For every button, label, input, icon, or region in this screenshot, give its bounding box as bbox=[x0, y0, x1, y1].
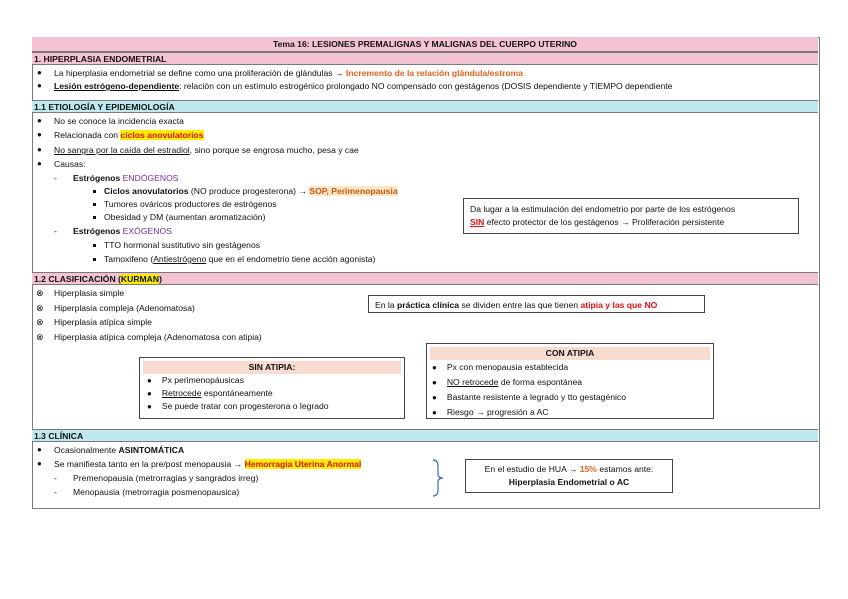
exo-item-2: Tamoxifeno (Antiestrógeno que en el endometrio tiene acción agonista) bbox=[93, 253, 375, 265]
dash-icon: - bbox=[54, 473, 57, 483]
section-1-3-header: 1.3 CLÍNICA bbox=[32, 429, 818, 442]
con-item-1: ● Px con menopausia establecida bbox=[432, 362, 569, 372]
bullet-icon: ● bbox=[37, 145, 42, 154]
s1-line-2: Lesión estrógeno-dependiente: relación con un estímulo estrogénico prolongado NO compensado con gestágenos (DOSIS dependiente y TIEMPO dependiente bbox=[54, 81, 673, 91]
endo-item-2: Tumores ováricos productores de estrógenos bbox=[93, 198, 277, 210]
s13-line-2: Se manifiesta tanto en la pre/post menopausia → Hemorragia Uterina Anormal bbox=[54, 459, 362, 469]
endogenos-label: Estrógenos ENDÓGENOS bbox=[73, 173, 179, 183]
con-atipia-head: CON ATIPIA bbox=[430, 347, 710, 360]
class-item-3: Hiperplasia atípica simple bbox=[54, 317, 152, 327]
s11-line-1: No se conoce la incidencia exacta bbox=[54, 116, 184, 126]
dash-icon: - bbox=[54, 487, 57, 497]
con-atipia-box bbox=[426, 343, 714, 419]
section-1-1-header: 1.1 ETIOLOGÍA Y EPIDEMIOLOGÍA bbox=[32, 100, 818, 113]
s13-sub-1: Premenopausia (metrorragias y sangrados irreg) bbox=[73, 473, 259, 483]
circle-x-icon: ⊗ bbox=[36, 317, 44, 327]
bullet-icon: ● bbox=[37, 130, 42, 139]
dash-icon: - bbox=[54, 173, 57, 183]
endo-item-1: Ciclos anovulatorios (NO produce progesterona) → SOP, Perimenopausia bbox=[93, 185, 398, 197]
endo-item-3: Obesidad y DM (aumentan aromatización) bbox=[93, 211, 265, 223]
sin-item-3: ● Se puede tratar con progesterona o legrado bbox=[147, 401, 329, 411]
class-item-2: Hiperplasia compleja (Adenomatosa) bbox=[54, 303, 195, 313]
clinical-practice-note: En la práctica clínica se dividen entre las que tienen atipia y las que NO bbox=[368, 295, 705, 313]
class-item-4: Hiperplasia atípica compleja (Adenomatosa con atipia) bbox=[54, 332, 262, 342]
s13-line-1: Ocasionalmente ASINTOMÁTICA bbox=[54, 445, 185, 455]
estrogen-effect-box: Da lugar a la estimulación del endometrio por parte de los estrógenos SIN efecto protector de los gestágenos → Proliferación persistente bbox=[463, 198, 799, 234]
con-item-3: ● Bastante resistente a legrado y tto gestagénico bbox=[432, 392, 626, 402]
exo-item-1: TTO hormonal sustitutivo sin gestágenos bbox=[93, 239, 260, 251]
class-item-1: Hiperplasia simple bbox=[54, 288, 125, 298]
curly-brace-icon bbox=[430, 458, 446, 498]
bullet-icon: ● bbox=[37, 445, 42, 454]
exogenos-label: Estrógenos EXÓGENOS bbox=[73, 226, 172, 236]
con-item-2: ● NO retrocede de forma espontánea bbox=[432, 377, 583, 387]
s1-line-1: La hiperplasia endometrial se define como una proliferación de glándulas → Incremento de la relación glándula/estroma bbox=[54, 68, 524, 78]
bullet-icon: ● bbox=[37, 68, 42, 77]
s11-line-4: Causas: bbox=[54, 159, 86, 169]
bullet-icon: ● bbox=[37, 159, 42, 168]
bullet-icon: ● bbox=[37, 81, 42, 90]
sin-atipia-head: SIN ATIPIA: bbox=[143, 361, 401, 374]
hua-study-box: En el estudio de HUA → 15% estamos ante: Hiperplasia Endometrial o AC bbox=[465, 459, 673, 493]
dash-icon: - bbox=[54, 226, 57, 236]
sin-item-1: ● Px perimenopáusicas bbox=[147, 375, 245, 385]
bullet-icon: ● bbox=[37, 116, 42, 125]
page-title: Tema 16: LESIONES PREMALIGNAS Y MALIGNAS DEL CUERPO UTERINO bbox=[32, 37, 818, 52]
circle-x-icon: ⊗ bbox=[36, 288, 44, 298]
sin-atipia-box bbox=[139, 357, 405, 419]
con-item-4: ● Riesgo → progresión a AC bbox=[432, 407, 549, 417]
s13-sub-2: Menopausia (metrorragia posmenopausica) bbox=[73, 487, 240, 497]
bullet-icon: ● bbox=[37, 459, 42, 468]
circle-x-icon: ⊗ bbox=[36, 303, 44, 313]
section-1-header: 1. HIPERPLASIA ENDOMETRIAL bbox=[32, 52, 818, 65]
s11-line-2: Relacionada con ciclos anovulatorios bbox=[54, 130, 204, 140]
circle-x-icon: ⊗ bbox=[36, 332, 44, 342]
sin-item-2: ● Retrocede espontáneamente bbox=[147, 388, 273, 398]
section-1-2-header: 1.2 CLASIFICACIÓN (KURMAN) bbox=[32, 272, 818, 285]
s11-line-3: No sangra por la caída del estradiol, sino porque se engrosa mucho, pesa y cae bbox=[54, 145, 359, 155]
